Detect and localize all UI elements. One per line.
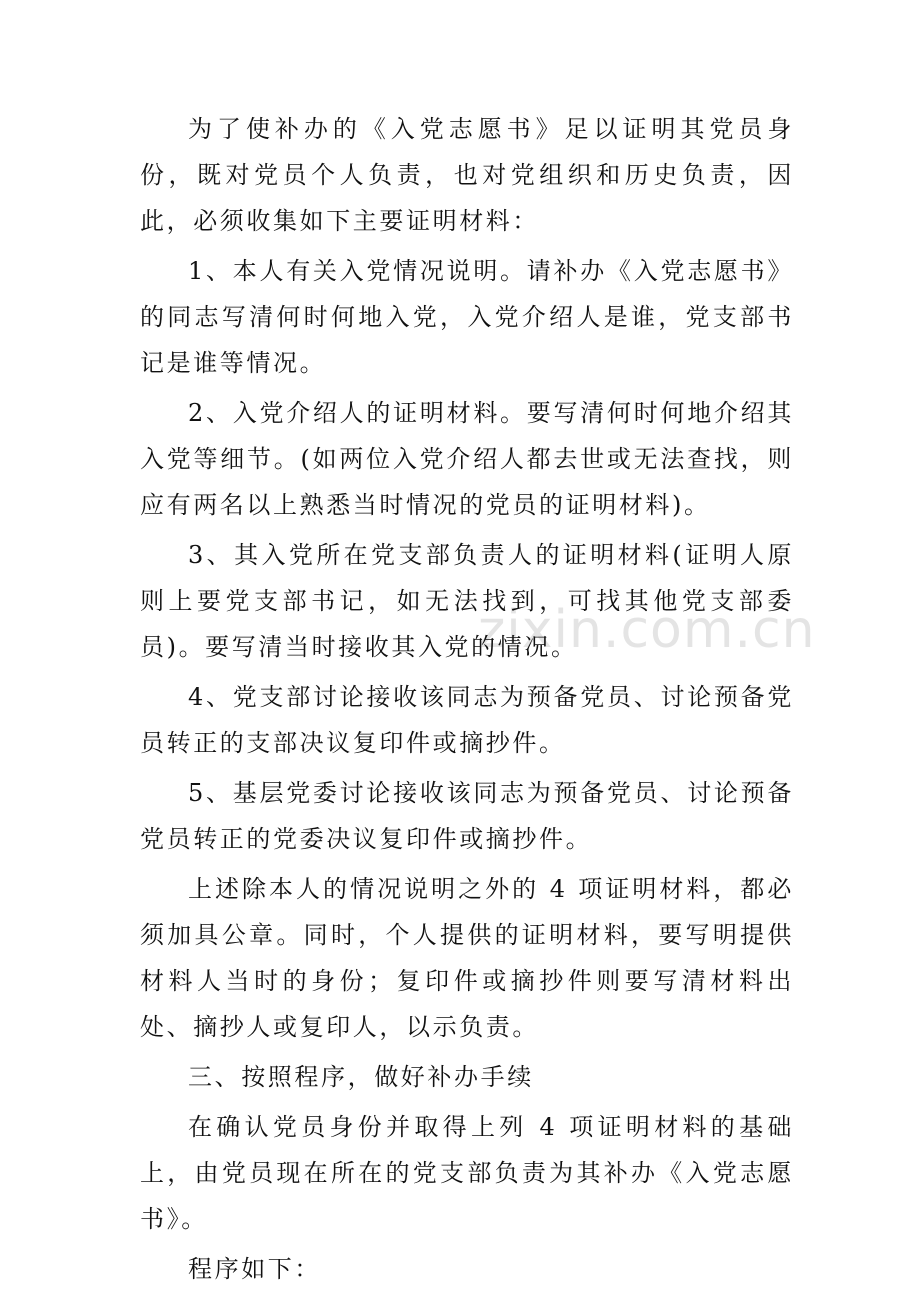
item-4-paragraph: 4、党支部讨论接收该同志为预备党员、讨论预备党员转正的支部决议复印件或摘抄件。 <box>140 683 794 757</box>
procedure-intro: 程序如下： <box>188 1255 321 1283</box>
item-5-paragraph: 5、基层党委讨论接收该同志为预备党员、讨论预备党员转正的党委决议复印件或摘抄件。 <box>140 779 794 853</box>
procedure-paragraph: 在确认党员身份并取得上列 4 项证明材料的基础上，由党员现在所在的党支部负责为其补办《入党志愿书》。 <box>140 1113 794 1233</box>
item-2-paragraph: 2、入党介绍人的证明材料。要写清何时何地介绍其入党等细节。(如两位入党介绍人都去世或无法查找，则应有两名以上熟悉当时情况的党员的证明材料)。 <box>140 399 794 519</box>
section-heading: 三、按照程序，做好补办手续 <box>188 1063 534 1091</box>
item-3-paragraph: 3、其入党所在党支部负责人的证明材料(证明人原则上要党支部书记，如无法找到，可找其他党支部委员)。要写清当时接收其入党的情况。 <box>140 541 794 661</box>
intro-paragraph: 为了使补办的《入党志愿书》足以证明其党员身份，既对党员个人负责，也对党组织和历史负责，因此，必须收集如下主要证明材料： <box>140 115 794 235</box>
item-1-paragraph: 1、本人有关入党情况说明。请补办《入党志愿书》的同志写清何时何地入党，入党介绍人是谁，党支部书记是谁等情况。 <box>140 257 794 377</box>
document-body <box>140 106 794 1296</box>
seal-requirement-paragraph: 上述除本人的情况说明之外的 4 项证明材料，都必须加具公章。同时，个人提供的证明材料，要写明提供材料人当时的身份；复印件或摘抄件则要写清材料出处、摘抄人或复印人，以示负责。 <box>140 875 794 1041</box>
watermark: zixin.com.cn <box>478 600 816 660</box>
